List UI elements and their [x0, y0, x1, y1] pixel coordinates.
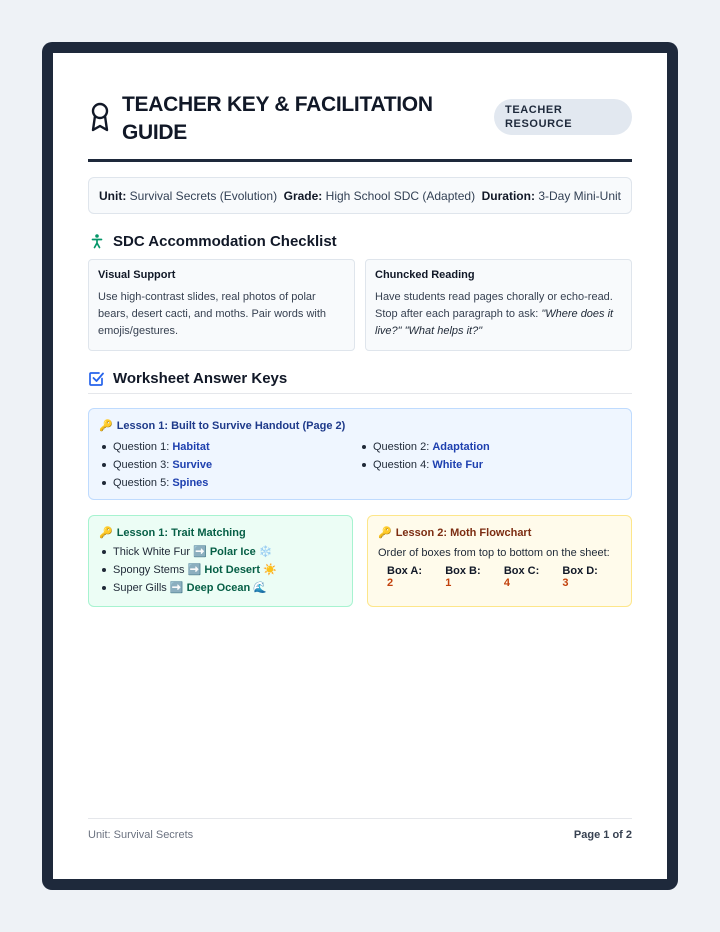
list-item: Question 1: Habitat — [99, 438, 359, 456]
handout-answer-key — [88, 408, 632, 500]
flowchart-instructions: Order of boxes from top to bottom on the sheet: — [378, 547, 610, 559]
title-wrap — [88, 89, 452, 147]
list-item: Spongy Stems ➡️ Hot Desert ☀️ — [99, 561, 342, 579]
arrow-icon: ➡️ — [187, 564, 202, 576]
list-item: Question 2: Adaptation — [359, 438, 619, 456]
page-frame — [42, 42, 678, 890]
secondary-answer-keys — [88, 515, 632, 607]
accessibility-icon — [88, 233, 105, 250]
box-order-item: Box B: 1 — [445, 565, 481, 589]
key-icon: 🔑 — [99, 527, 113, 539]
header-divider — [88, 159, 632, 162]
page-header — [88, 89, 632, 153]
page-content — [88, 89, 632, 607]
footer-unit: Unit: Survival Secrets — [88, 829, 194, 841]
sun-icon: ☀️ — [263, 564, 277, 576]
page-title: TEACHER KEY & FACILITATION GUIDE — [122, 93, 433, 144]
card-heading: Visual Support — [98, 269, 176, 281]
document-page — [53, 53, 667, 879]
trait-matching-key — [88, 515, 353, 607]
checklist-title: SDC Accommodation Checklist — [113, 233, 337, 250]
checkbox-icon — [88, 370, 105, 387]
list-item: Thick White Fur ➡️ Polar Ice ❄️ — [99, 543, 342, 561]
wave-icon: 🌊 — [253, 582, 267, 594]
list-item: Question 3: Survive — [99, 456, 359, 474]
box-order-item: Box A: 2 — [387, 565, 423, 589]
grade-info: Grade: High School SDC (Adapted) — [283, 188, 476, 203]
checklist-heading — [88, 233, 632, 250]
box-order-list — [378, 565, 621, 589]
flowchart-key-title: 🔑 Lesson 2: Moth Flowchart — [378, 526, 532, 539]
unit-info-bar — [88, 177, 632, 214]
visual-support-card — [88, 259, 355, 351]
unit-info: Unit: Survival Secrets (Evolution) — [99, 188, 278, 203]
list-item: Super Gills ➡️ Deep Ocean 🌊 — [99, 579, 342, 597]
key-icon: 🔑 — [378, 527, 392, 539]
accommodation-cards — [88, 259, 632, 351]
box-order-item: Box D: 3 — [562, 565, 598, 589]
list-item: Question 4: White Fur — [359, 456, 619, 474]
card-heading: Chuncked Reading — [375, 269, 475, 281]
page-footer — [88, 818, 632, 841]
page-number: Page 1 of 2 — [573, 829, 632, 841]
answer-keys-heading — [88, 370, 632, 394]
card-text: Have students read pages chorally or echo-read. Stop after each paragraph to ask: "Where does it live?" "What helps it?" — [375, 291, 614, 337]
key-icon: 🔑 — [99, 420, 113, 432]
handout-key-title: 🔑 Lesson 1: Built to Survive Handout (Page 2) — [99, 419, 346, 432]
teacher-resource-badge: TEACHER RESOURCE — [494, 99, 632, 135]
box-order-item: Box C: 4 — [503, 565, 540, 589]
arrow-icon: ➡️ — [193, 546, 207, 558]
trait-list — [99, 543, 342, 597]
question-answer-list — [99, 438, 621, 492]
answer-keys-title: Worksheet Answer Keys — [113, 370, 288, 387]
moth-flowchart-key — [367, 515, 632, 607]
list-item: Question 5: Spines — [99, 474, 359, 492]
trait-key-title: 🔑 Lesson 1: Trait Matching — [99, 526, 246, 539]
duration-info: Duration: 3-Day Mini-Unit — [481, 188, 621, 203]
card-text: Use high-contrast slides, real photos of polar bears, desert cacti, and moths. Pair words with emojis/gestures. — [98, 291, 327, 337]
award-ribbon-icon — [88, 102, 112, 134]
arrow-icon: ➡️ — [169, 582, 184, 594]
chunked-reading-card — [365, 259, 632, 351]
snowflake-icon: ❄️ — [258, 546, 273, 558]
